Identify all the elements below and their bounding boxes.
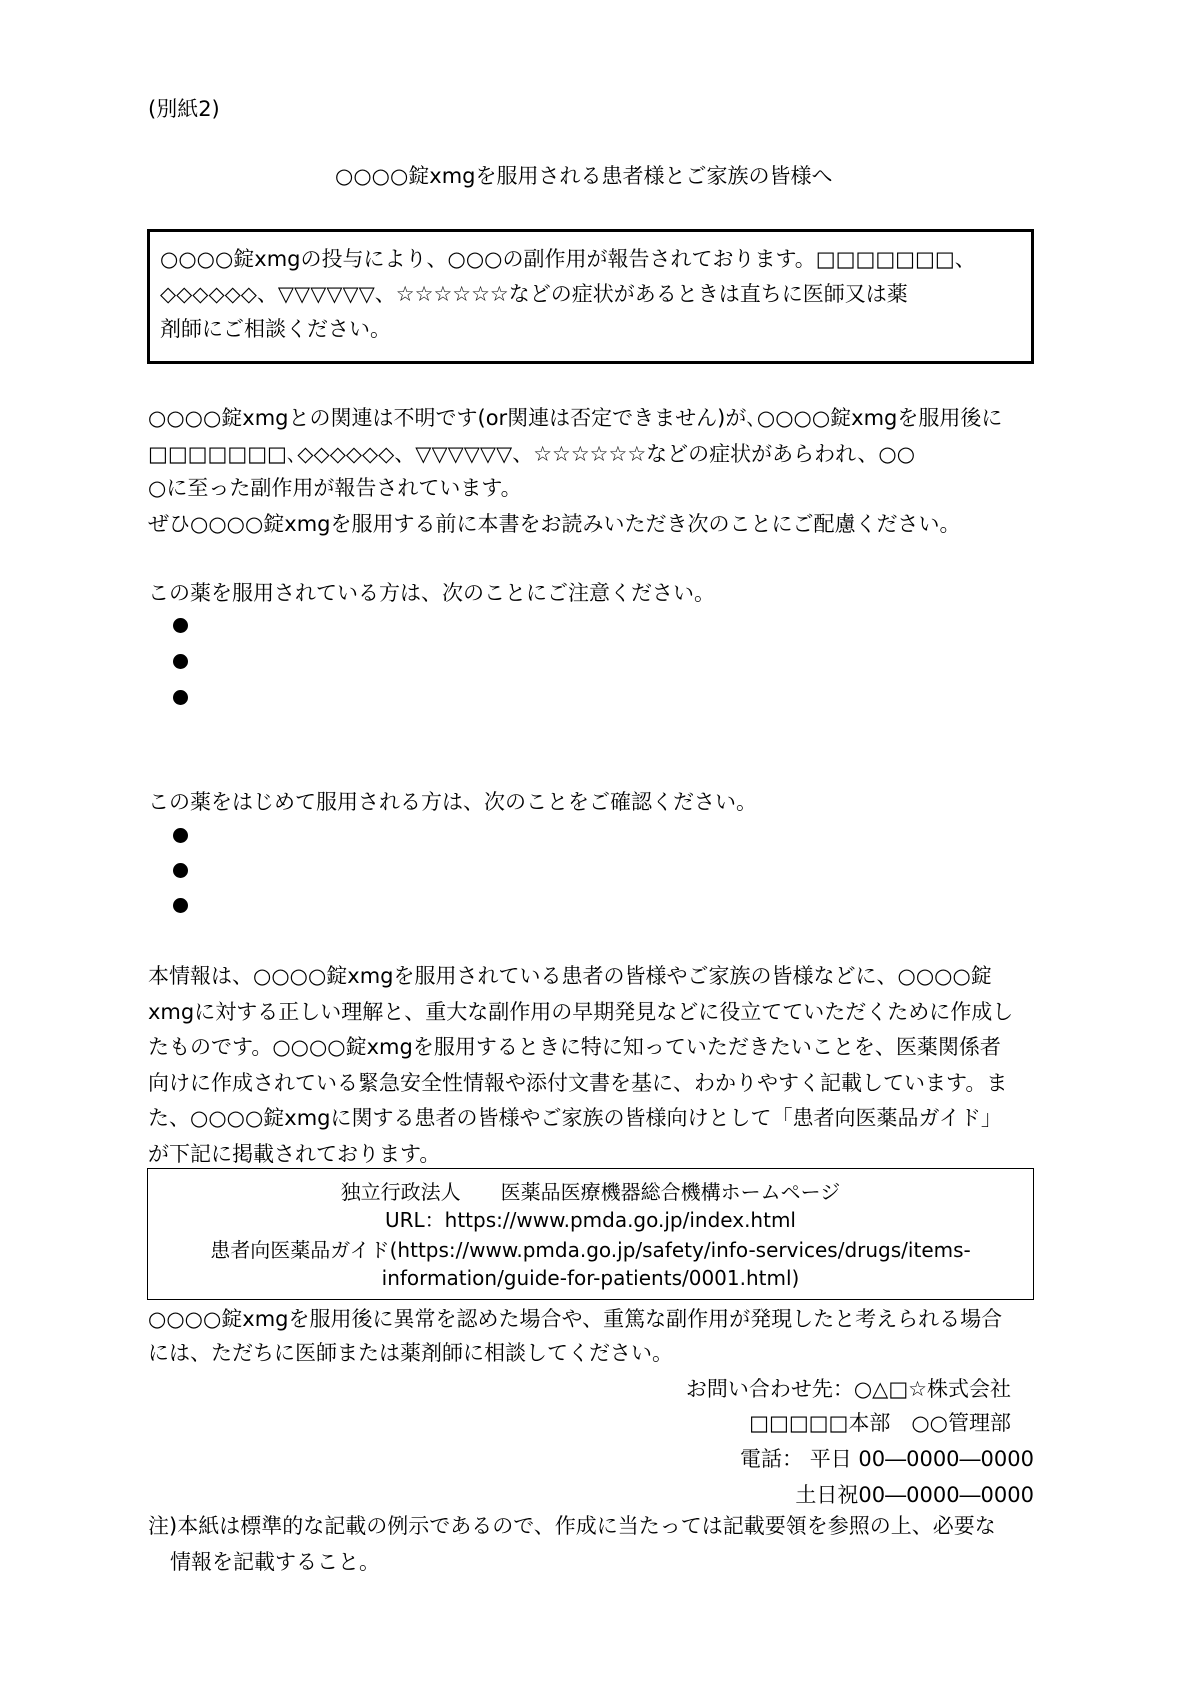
document-title: ○○○○錠xmgを服用される患者様とご家族の皆様へ — [335, 164, 833, 188]
contact-phone-weekday: 電話： 平日 00―0000―0000 — [740, 1447, 1034, 1471]
warning-line: ○○○○錠xmgの投与により、○○○の副作用が報告されております。□□□□□□□、 — [160, 247, 976, 271]
new-users-heading: この薬をはじめて服用される方は、次のことをご確認ください。 — [148, 790, 757, 814]
bullet-icon — [173, 828, 188, 843]
note-line: 情報を記載すること。 — [170, 1550, 380, 1574]
contact-phone-holiday: 土日祝00―0000―0000 — [795, 1483, 1034, 1507]
intro-line: ぜひ○○○○錠xmgを服用する前に本書をお読みいただき次のことにご配慮ください。 — [148, 512, 961, 536]
bullet-icon — [173, 863, 188, 878]
info-line: 向けに作成されている緊急安全性情報や添付文書を基に、わかりやすく記載しています。ま — [148, 1071, 1008, 1095]
intro-line: ○○○○錠xmgとの関連は不明です(or関連は否定できません)が､○○○○錠xmgを服用後に — [148, 406, 1003, 430]
patient-guide-link-cont[interactable]: information/guide-for-patients/0001.html) — [381, 1266, 800, 1290]
info-line: xmgに対する正しい理解と、重大な副作用の早期発見などに役立てていただくために作成し — [148, 1000, 1014, 1024]
advice-line: には、ただちに医師または薬剤師に相談してください。 — [148, 1341, 673, 1365]
note-line: 注)本紙は標準的な記載の例示であるので、作成に当たっては記載要領を参照の上、必要な — [148, 1514, 996, 1538]
info-line: が下記に掲載されております。 — [148, 1142, 441, 1166]
info-line: たものです。○○○○錠xmgを服用するときに特に知っていただきたいことを、医薬関係者 — [148, 1035, 1001, 1059]
advice-line: ○○○○錠xmgを服用後に異常を認めた場合や、重篤な副作用が発現したと考えられる場合 — [148, 1307, 1003, 1331]
warning-line: ◇◇◇◇◇◇、▽▽▽▽▽▽、☆☆☆☆☆☆などの症状があるときは直ちに医師又は薬 — [160, 282, 908, 306]
contact-department: □□□□□本部 ○○管理部 — [749, 1411, 1011, 1435]
bullet-icon — [173, 654, 188, 669]
info-line: た、○○○○錠xmgに関する患者の皆様やご家族の皆様向けとして「患者向医薬品ガイド」 — [148, 1106, 1002, 1130]
current-users-heading: この薬を服用されている方は、次のことにご注意ください。 — [148, 581, 715, 605]
info-line: 本情報は、○○○○錠xmgを服用されている患者の皆様やご家族の皆様などに、○○○○錠 — [148, 964, 992, 988]
warning-line: 剤師にご相談ください。 — [160, 317, 391, 341]
bullet-icon — [173, 898, 188, 913]
bullet-icon — [173, 618, 188, 633]
patient-guide-link[interactable]: 患者向医薬品ガイド(https://www.pmda.go.jp/safety/info-services/drugs/items- — [210, 1238, 971, 1262]
intro-line: □□□□□□□､◇◇◇◇◇◇、▽▽▽▽▽▽、☆☆☆☆☆☆などの症状があらわれ、○○ — [148, 442, 916, 466]
bullet-icon — [173, 690, 188, 705]
intro-line: ○に至った副作用が報告されています。 — [148, 476, 522, 500]
pmda-url-link[interactable]: URL：https://www.pmda.go.jp/index.html — [384, 1208, 796, 1232]
attachment-label: (別紙2) — [148, 97, 220, 121]
contact-company: お問い合わせ先：○△□☆株式会社 — [685, 1377, 1011, 1401]
org-name: 独立行政法人 医薬品医療機器総合機構ホームページ — [340, 1180, 841, 1204]
